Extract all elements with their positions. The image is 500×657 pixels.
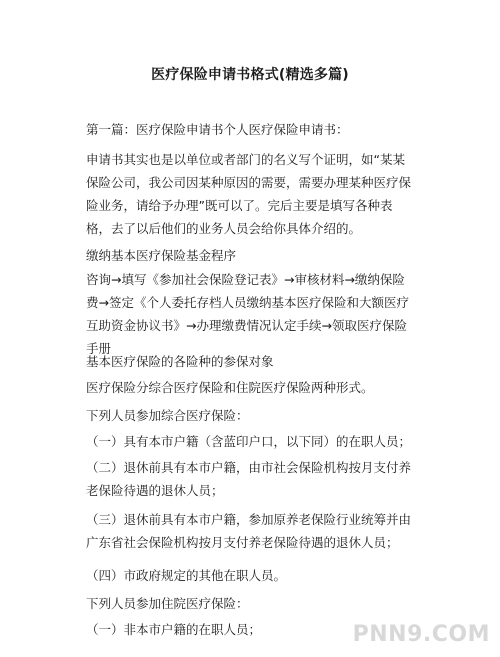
paragraph-9: （二）退休前具有本市户籍，由市社会保险机构按月支付养老保险待遇的退休人员； [86, 460, 412, 498]
paragraph-6: 医疗保险分综合医疗保险和住院医疗保险两种形式。 [86, 380, 374, 395]
paragraph-13: （一）非本市户籍的在职人员； [86, 622, 262, 637]
paragraph-2: 申请书其实也是以单位或者部门的名义写个证明，如“某某保险公司，我公司因某种原因的需要，需要办理某种医疗保险业务，请给予办理”既可以了。完后主要是填写各种表格，去了以后他们的业务人员会给你具体介绍的。 [86, 152, 412, 236]
paragraph-12: 下列人员参加住院医疗保险： [86, 596, 249, 611]
site-watermark: PNN9.COM [352, 622, 490, 647]
document-title: 医疗保险申请书格式(精选多篇) [151, 67, 349, 83]
paragraph-5: 基本医疗保险的各险种的参保对象 [86, 354, 274, 369]
paragraph-10: （三）退休前具有本市户籍，参加原养老保险行业统筹并由广东省社会保险机构按月支付养老保险待遇的退休人员； [86, 512, 412, 550]
paragraph-1: 第一篇：医疗保险申请书个人医疗保险申请书： [86, 122, 349, 137]
paragraph-4: 咨询→填写《参加社会保险登记表》→审核材料→缴纳保险费→签定《个人委托存档人员缴纳基本医疗保险和大额医疗互助资金协议书》→办理缴费情况认定手续→领取医疗保险手册 [86, 272, 409, 356]
paragraph-8: （一）具有本市户籍（含蓝印户口，以下同）的在职人员； [86, 434, 412, 449]
paragraph-3: 缴纳基本医疗保险基金程序 [86, 248, 237, 263]
paragraph-7: 下列人员参加综合医疗保险： [86, 408, 249, 423]
paragraph-11: （四）市政府规定的其他在职人员。 [86, 568, 287, 583]
